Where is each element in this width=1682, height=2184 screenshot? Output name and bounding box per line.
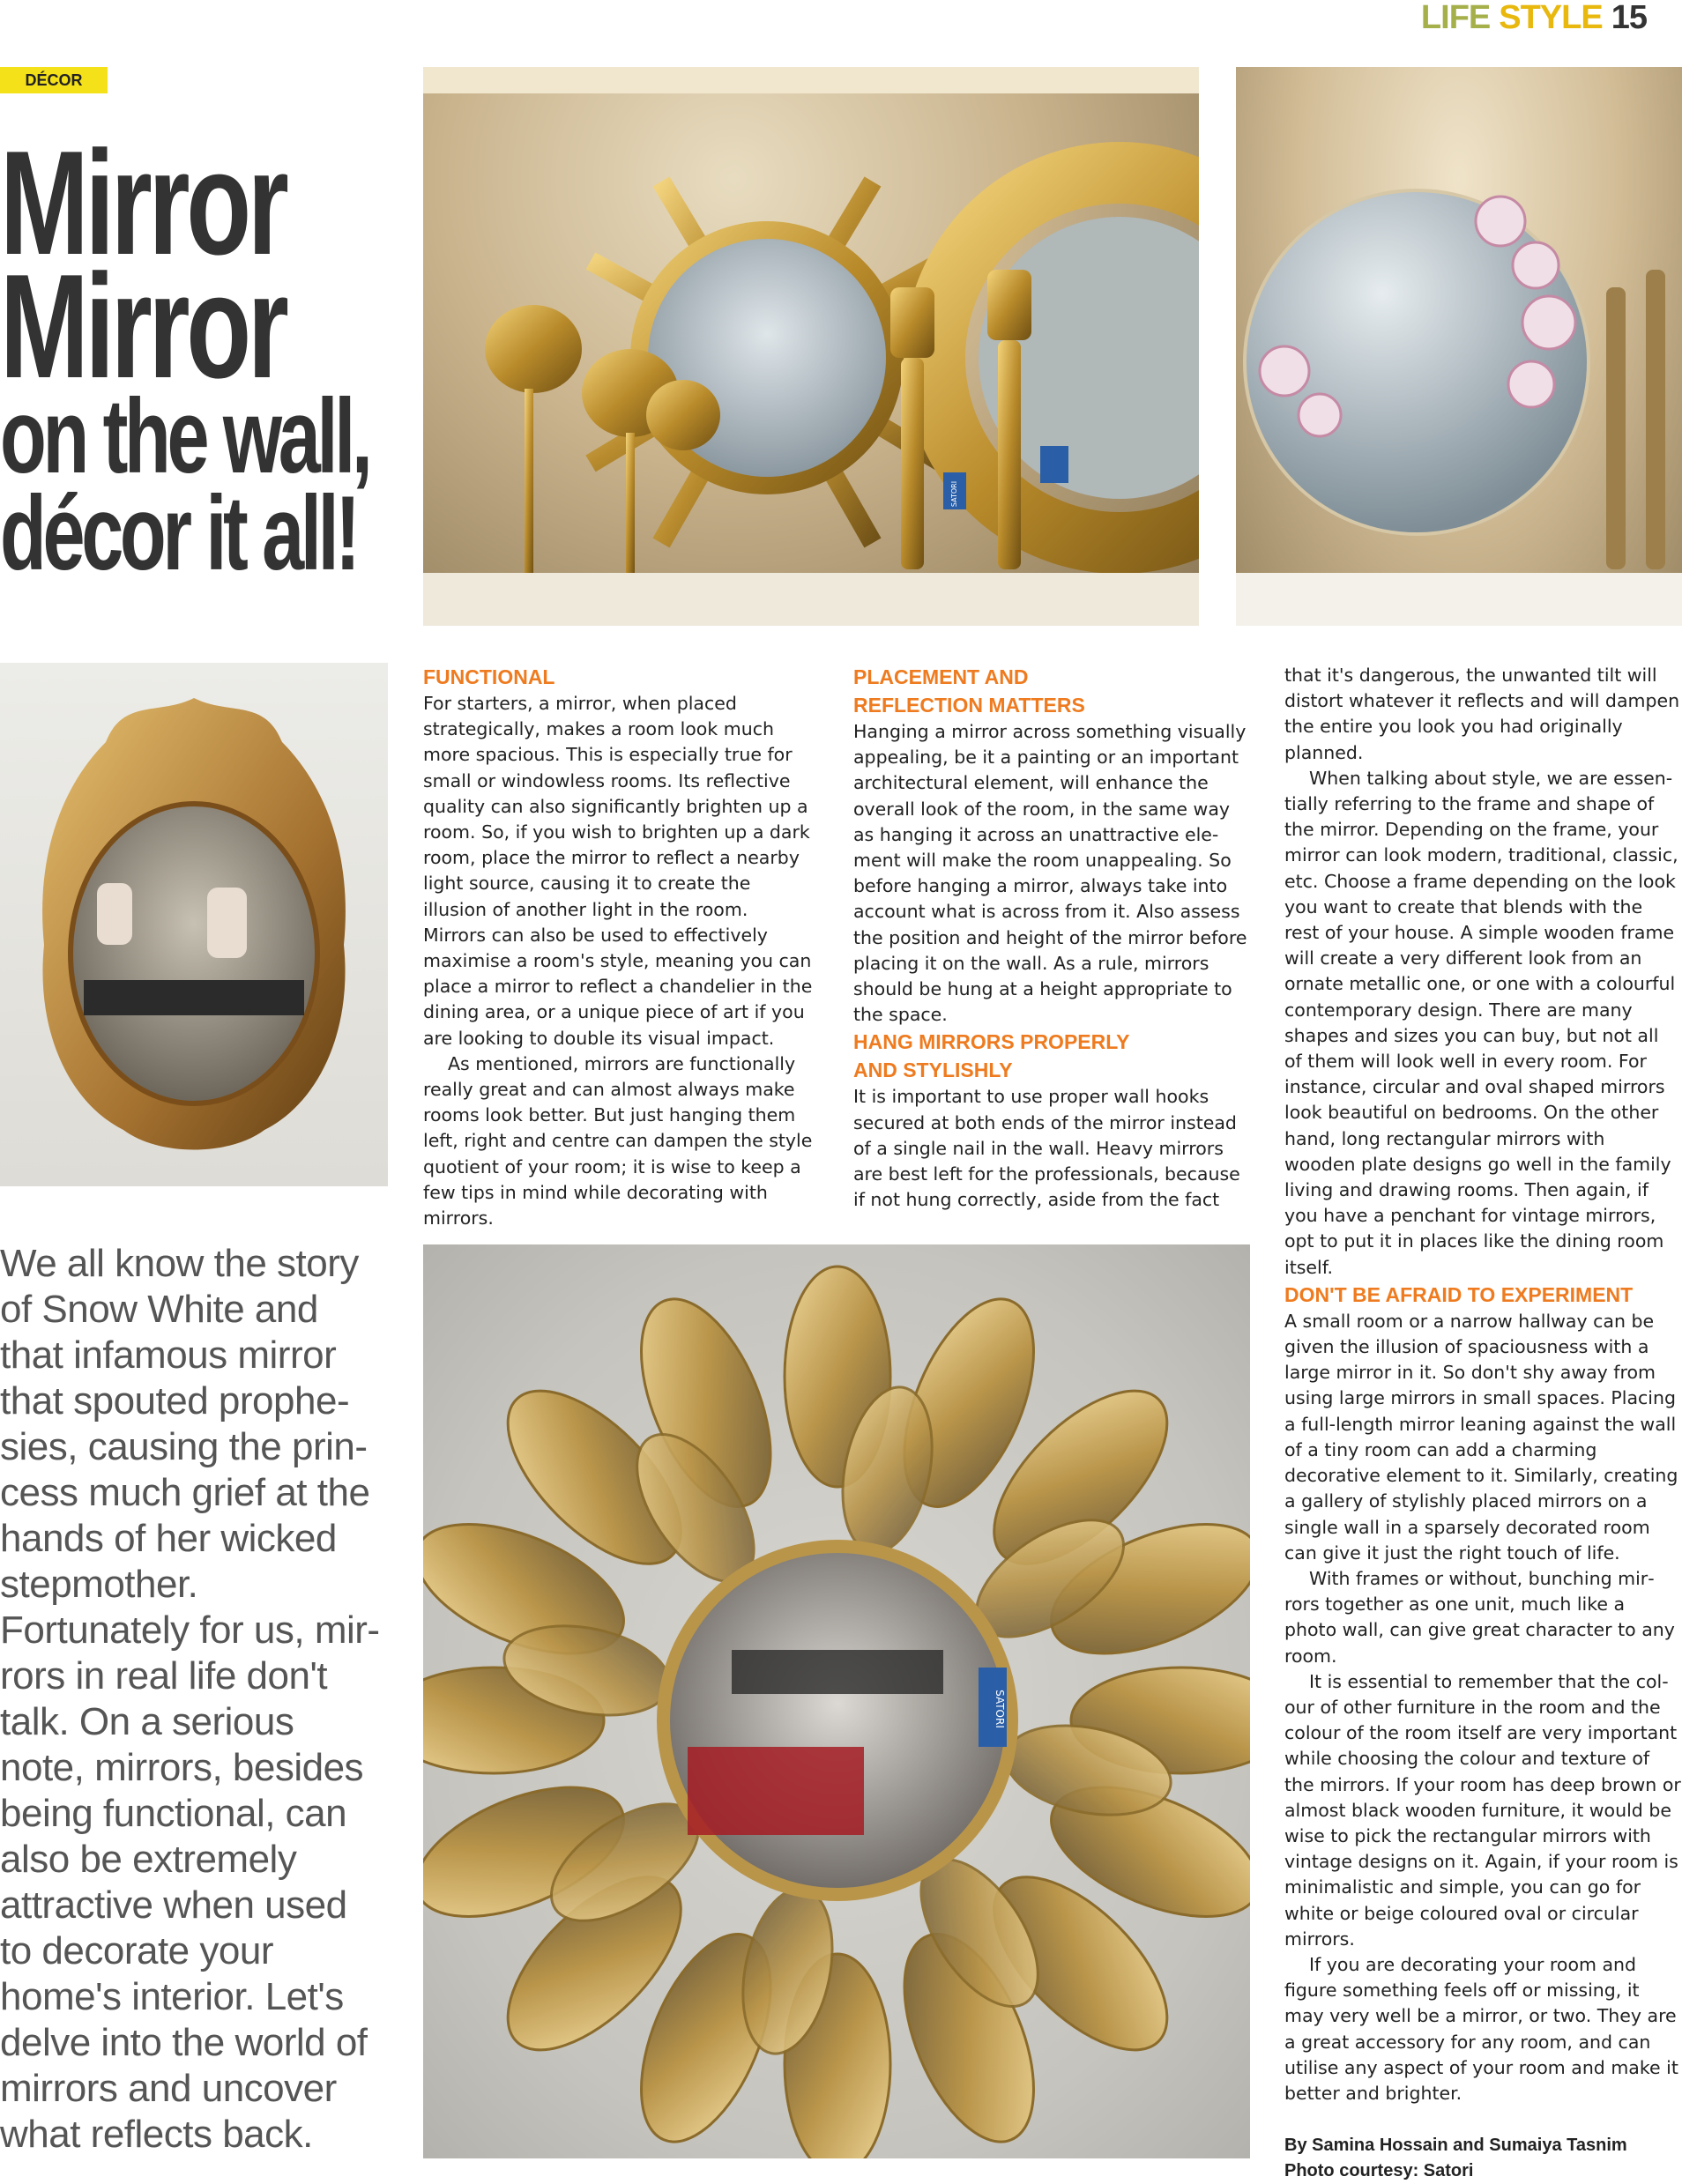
orchid-mirror-illustration [1236, 67, 1682, 626]
col3-paragraph-5: It is essential to remember that the colour of other furniture in the room and the colour of the room itself are very important while choosing the colour and texture of the mirrors. If your room has deep brown or almost black wooden furniture, it would be wise to pick the rectangular mirrors with vintage designs on it. Again, if your room is minimalistic and simple, you can go for white or beige coloured oval or circular mirrors. [1284, 1670, 1681, 1950]
masthead-life: LIFE [1420, 0, 1491, 36]
headline [0, 120, 414, 592]
masthead-style: STYLE [1499, 0, 1603, 36]
section-tag: DÉCOR [0, 67, 108, 93]
col3-paragraph-2: When talking about style, we are essentially referring to the frame and shape of the mirror. Depending on the frame, your mirror can look modern, traditional, classic, etc. Choose a frame depending on the look you want to create that blends with the rest of your house. A simple wooden frame will create a very different look from an ornate metallic one, or one with a colourful contemporary design. There are many shapes and sizes you can buy, but not all of them will look well in every room. For instance, circular and oval shaped mirrors look beautiful on bedrooms. On the other hand, long rectangular mirrors with wooden plate designs go well in the family living and drawing rooms. Then again, if you have a penchant for vintage mirrors, opt to put it in places like the dining room itself. [1284, 767, 1678, 1278]
byline-photo-credit: Photo courtesy: Satori [1284, 2161, 1474, 2181]
heading-functional: FUNCTIONAL [423, 665, 555, 688]
photo-sunburst-mirror [423, 67, 1199, 626]
heading-experiment: DON'T BE AFRAID TO EXPERIMENT [1284, 1282, 1634, 1306]
heading-placement-line-1: PLACEMENT AND [853, 665, 1029, 688]
col1-paragraph-2: As mentioned, mirrors are functionally really great and can almost always make rooms look better. But just hanging them left, right and centre can dampen the style quotient of your room; it is wise to keep a few tips in mind while decorating with mirrors. [423, 1052, 813, 1229]
heading-hang-line-1: HANG MIRRORS PROPERLY [853, 1030, 1130, 1054]
masthead [1421, 0, 1647, 35]
article-column-2 [853, 663, 1250, 1213]
headline-line-2: Mirror [0, 243, 286, 409]
col1-paragraph-1: For starters, a mirror, when placed strategically, makes a room look much more spacious. This is especially true for small or windowless rooms. Its reflective quality can also significantly brighten up a room. So, if you wish to brighten up a dark room, place the mirror to reflect a nearby light source, causing it to create the illusion of another light in the room. Mirrors can also be used to effectively maximise a room's style, meaning you can place a mirror to reflect a chandelier in the dining area, or a unique piece of art if you are looking to double its visual impact. [423, 693, 813, 1049]
leaf-mirror-illustration [423, 1244, 1250, 2158]
photo-ornate-oval-mirror [0, 663, 388, 1186]
col3-paragraph-3: A small room or a narrow hallway can be given the illusion of spaciousness with a large mirror in it. So don't shy away from using large mirrors in small spaces. Placing a full-length mirror leaning against the wall of a tiny room can add a charming decorative element to it. Similarly, creating a gallery of stylishly placed mirrors on a single wall in a sparsely decorated room can give it just the right touch of life. [1284, 1310, 1678, 1564]
col3-paragraph-4: With frames or without, bunching mirrors together as one unit, much like a photo wall, can give great character to any room. [1284, 1567, 1675, 1667]
heading-hang-line-2: AND STYLISHLY [853, 1059, 1013, 1082]
article-column-3 [1284, 663, 1681, 2184]
heading-placement-line-2: REFLECTION MATTERS [853, 694, 1085, 717]
page-number: 15 [1611, 0, 1647, 36]
headline-line-1: Mirror [0, 120, 286, 286]
price-tag-label-1: SATORI [950, 480, 959, 508]
photo-leaf-mirror [423, 1244, 1250, 2158]
col3-paragraph-6: If you are decorating your room and figure something feels off or missing, it may very well be a mirror, or two. They are a great accessory for any room, and can utilise any aspect of your room and make it better and brighter. [1284, 1953, 1678, 2104]
photo-orchid-mirror [1236, 67, 1682, 626]
byline-authors: By Samina Hossain and Sumaiya Tasnim [1284, 2136, 1627, 2156]
price-tag-label-2: SATORI [993, 1690, 1006, 1728]
col2-paragraph-1: Hanging a mirror across something visually appealing, be it a painting or an important architectural element, will enhance the overall look of the room, in the same way as hanging it across an unattractive element will make the room unappealing. So before hanging a mirror, always take into account what is across from it. Also assess the position and height of the mirror before placing it on the wall. As a rule, mirrors should be hung at a height appropriate to the space. [853, 721, 1247, 1026]
headline-line-3: on the wall, [0, 377, 369, 495]
article-column-1 [423, 663, 815, 1231]
ornate-oval-mirror-illustration [0, 663, 388, 1186]
col2-paragraph-2: It is important to use proper wall hooks secured at both ends of the mirror instead of a single nail in the wall. Heavy mirrors are best left for the professionals, because if not hung correctly, aside from the fact [853, 1086, 1240, 1211]
sunburst-mirror-illustration [423, 67, 1199, 626]
byline-spacer [1284, 2106, 1681, 2133]
headline-line-4: décor it all! [0, 474, 357, 592]
intro-text: We all know the story of Snow White and that infamous mirror that spouted prophesies, causing the princess much grief at the hands of her wicked stepmother. Fortunately for us, mirrors in real life don't talk. On a serious note, mirrors, besides being functional, can also be extremely attractive when used to decorate your home's interior. Let's delve into the world of mirrors and uncover what reflects back. [0, 1242, 381, 2156]
col3-paragraph-1: that it's dangerous, the unwanted tilt will distort whatever it reflects and will dampen the entire you look you had originally planned. [1284, 665, 1680, 763]
